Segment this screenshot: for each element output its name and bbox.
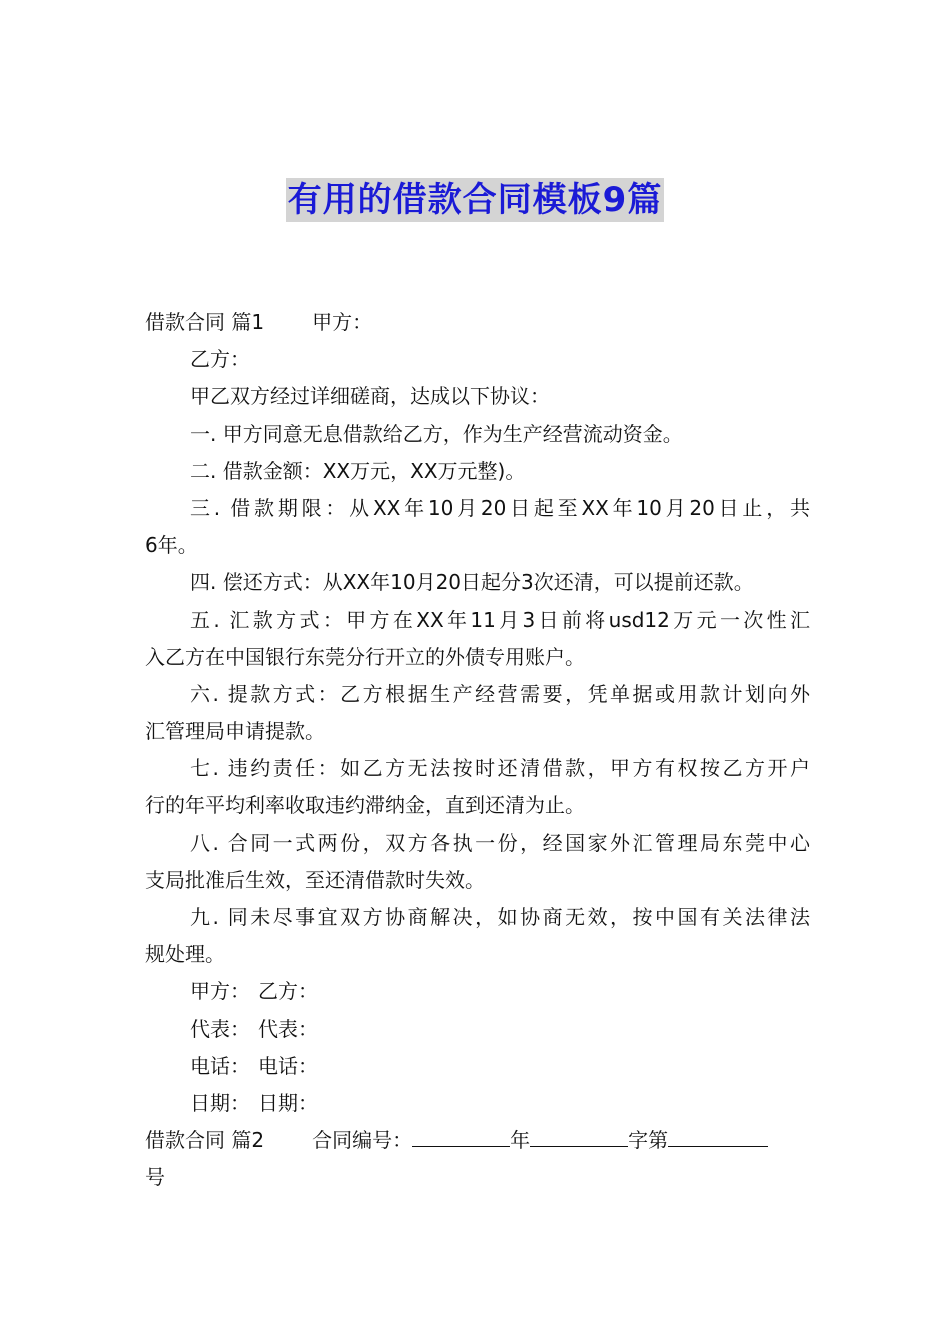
sign-party-b: 乙方： — [258, 979, 318, 1004]
sign-rep-a: 代表： — [190, 1016, 250, 1041]
intro-text: 甲乙双方经过详细磋商，达成以下协议： — [190, 384, 550, 409]
clause-3-line-2 — [145, 527, 810, 564]
sign-phone-b: 电话： — [258, 1053, 318, 1078]
signature-rep-line — [145, 1011, 810, 1048]
section1-heading-line — [145, 304, 810, 341]
party-a-label: 甲方： — [312, 310, 373, 334]
clause-9-text-1: 九. 同未尽事宜双方协商解决，如协商无效，按中国有关法律法 — [190, 905, 810, 929]
year-char: 年 — [510, 1128, 531, 1153]
clause-7-text-2: 行的年平均利率收取违约滞纳金，直到还清为止。 — [145, 793, 585, 818]
clause-7-text-1: 七. 违约责任：如乙方无法按时还清借款，甲方有权按乙方开户 — [190, 756, 810, 781]
clause-1 — [145, 416, 810, 453]
sign-phone-a: 电话： — [190, 1053, 250, 1078]
clause-9-line-2 — [145, 936, 810, 973]
section2-heading-line — [145, 1122, 810, 1159]
clause-5-line-1 — [145, 602, 810, 639]
section2-heading: 借款合同 篇2 — [145, 1128, 265, 1153]
clause-2 — [145, 453, 810, 490]
document-body — [145, 304, 810, 1197]
party-b-line — [145, 341, 810, 378]
intro-line — [145, 378, 810, 415]
clause-8-line-2 — [145, 862, 810, 899]
signature-party-line — [145, 973, 810, 1010]
clause-9-text-2: 规处理。 — [145, 942, 225, 967]
clause-6-text-1: 六. 提款方式：乙方根据生产经营需要，凭单据或用款计划向外 — [190, 681, 810, 706]
clause-8-text-1: 八. 合同一式两份，双方各执一份，经国家外汇管理局东莞中心 — [190, 830, 810, 855]
hao-char: 号 — [145, 1165, 165, 1190]
clause-3-text-1: 三. 借款期限：从XX年10月20日起至XX年10月20日止，共 — [190, 495, 810, 520]
contract-prefix-blank — [530, 1122, 628, 1147]
clause-5-text-1: 五. 汇款方式：甲方在XX年11月3日前将usd12万元一次性汇 — [190, 607, 810, 632]
clause-6-line-2 — [145, 713, 810, 750]
clause-3-text-2: 6年。 — [145, 533, 198, 558]
sign-date-a: 日期： — [190, 1090, 250, 1115]
clause-6-line-1 — [145, 676, 810, 713]
sign-party-a: 甲方： — [190, 979, 250, 1004]
clause-8-line-1 — [145, 825, 810, 862]
sign-date-b: 日期： — [258, 1090, 318, 1115]
clause-9-line-1 — [145, 899, 810, 936]
sign-rep-b: 代表： — [258, 1016, 318, 1041]
clause-5-line-2 — [145, 639, 810, 676]
clause-3-line-1 — [145, 490, 810, 527]
title-wrapper — [0, 178, 950, 222]
contract-number-blank — [668, 1122, 768, 1147]
section2-hao-line — [145, 1159, 810, 1196]
clause-6-text-2: 汇管理局申请提款。 — [145, 719, 325, 744]
section1-heading: 借款合同 篇1 — [145, 310, 265, 334]
contract-year-blank — [412, 1122, 510, 1147]
clause-5-text-2: 入乙方在中国银行东莞分行开立的外债专用账户。 — [145, 644, 585, 669]
signature-phone-line — [145, 1048, 810, 1085]
document-title: 有用的借款合同模板9篇 — [287, 180, 663, 220]
clause-7-line-1 — [145, 750, 810, 787]
clause-8-text-2: 支局批准后生效，至还清借款时失效。 — [145, 867, 485, 892]
contract-no-label: 合同编号： — [312, 1128, 413, 1153]
clause-4-text: 四. 偿还方式：从XX年10月20日起分3次还清，可以提前还款。 — [190, 570, 754, 595]
clause-1-text: 一. 甲方同意无息借款给乙方，作为生产经营流动资金。 — [190, 421, 683, 446]
party-b-label: 乙方： — [190, 347, 250, 372]
signature-date-line — [145, 1085, 810, 1122]
clause-7-line-2 — [145, 787, 810, 824]
clause-4 — [145, 564, 810, 601]
zi-di-text: 字第 — [628, 1128, 669, 1153]
clause-2-text: 二. 借款金额：XX万元，XX万元整)。 — [190, 458, 526, 483]
